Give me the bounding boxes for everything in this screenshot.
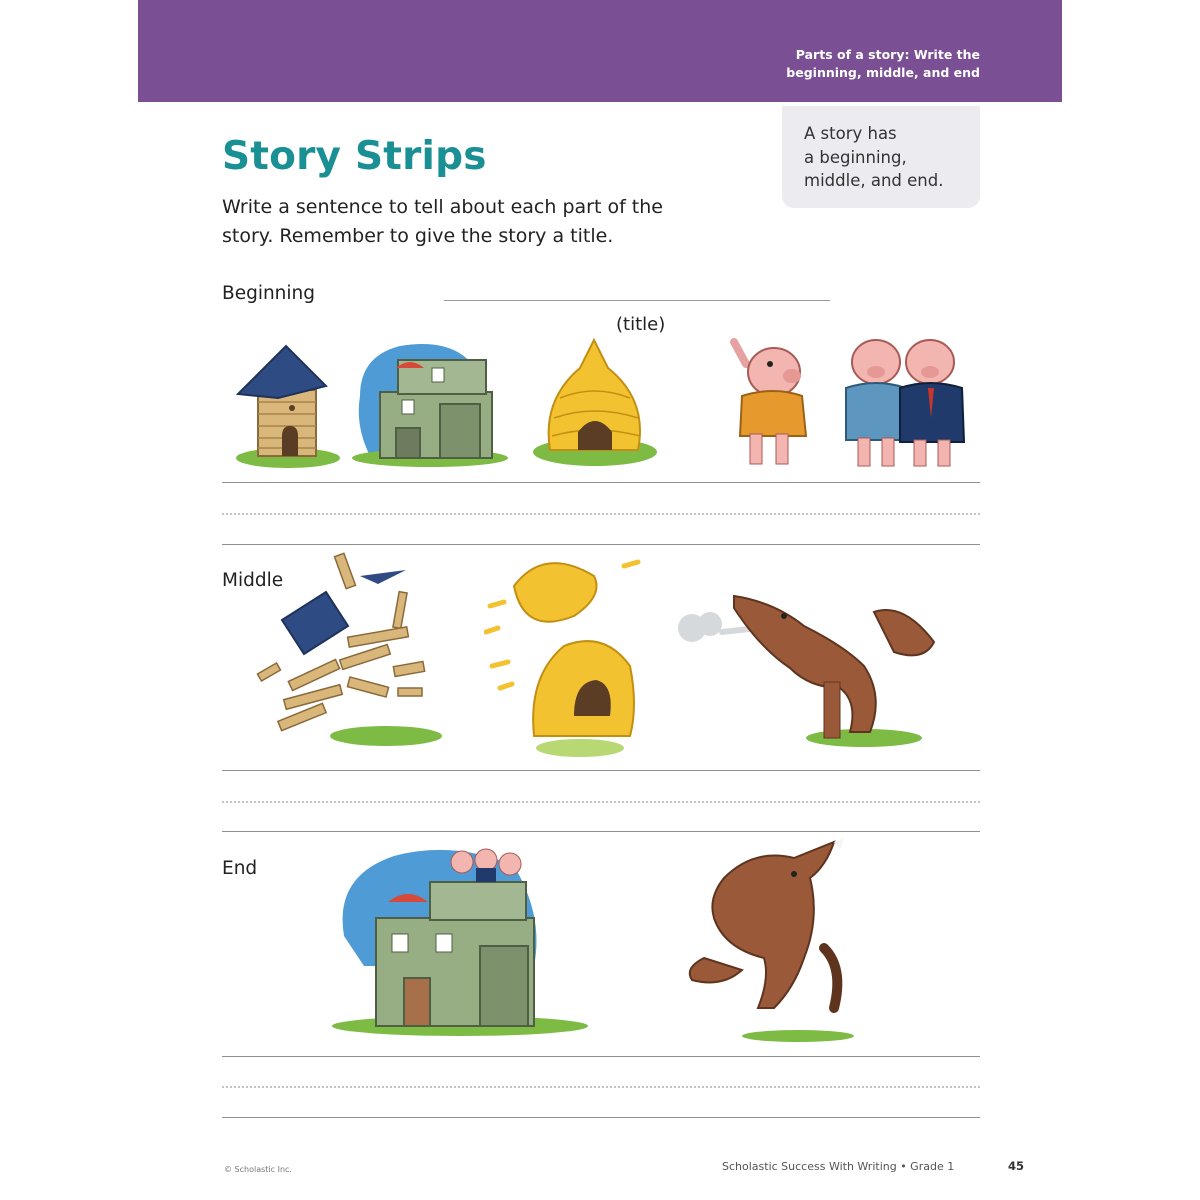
writing-line-top-middle[interactable] — [222, 770, 980, 771]
writing-line-bottom-beginning — [222, 544, 980, 545]
writing-line-mid-middle — [222, 801, 980, 803]
header-band — [138, 0, 1062, 102]
skill-label-line-1: Parts of a story: Write the — [795, 47, 980, 62]
writing-line-top-end[interactable] — [222, 1056, 980, 1057]
writing-line-bottom-end — [222, 1117, 980, 1118]
title-caption: (title) — [616, 314, 666, 335]
book-title-footer: Scholastic Success With Writing • Grade 1 — [722, 1160, 955, 1173]
tip-line-1: A story has — [804, 124, 897, 143]
stick-house-blown-apart-illustration — [248, 552, 448, 748]
instructions — [222, 193, 742, 251]
straw-house-illustration — [530, 338, 660, 468]
writing-line-mid-end — [222, 1086, 980, 1088]
section-label-end: End — [222, 858, 258, 879]
writing-line-mid-beginning — [222, 513, 980, 515]
wolf-running-away-illustration — [684, 838, 896, 1048]
two-pigs-illustration — [838, 332, 982, 472]
page-number: 45 — [1008, 1159, 1025, 1173]
section-label-middle: Middle — [222, 570, 284, 591]
worksheet-page — [138, 0, 1062, 1200]
tip-line-2: a beginning, — [804, 147, 907, 167]
instructions-line-1: Write a sentence to tell about each part of the — [222, 196, 663, 218]
title-writing-line[interactable] — [444, 300, 830, 301]
brick-house-with-pigs-illustration — [330, 846, 590, 1038]
wolf-blowing-illustration — [674, 582, 944, 752]
pig-illustration — [724, 332, 818, 472]
section-label-beginning: Beginning — [222, 283, 316, 304]
brick-house-illustration — [350, 336, 510, 468]
writing-line-bottom-middle — [222, 831, 980, 832]
skill-label — [720, 46, 980, 82]
instructions-line-2: story. Remember to give the story a title. — [222, 225, 614, 247]
writing-line-top-beginning[interactable] — [222, 482, 980, 483]
tip-box — [782, 106, 980, 208]
copyright-notice: © Scholastic Inc. — [224, 1165, 292, 1174]
tip-line-3: middle, and end. — [804, 171, 944, 190]
skill-label-line-2: beginning, middle, and end — [786, 65, 980, 80]
straw-house-blown-apart-illustration — [484, 556, 664, 760]
stick-house-illustration — [232, 340, 344, 470]
page-title: Story Strips — [222, 134, 487, 179]
